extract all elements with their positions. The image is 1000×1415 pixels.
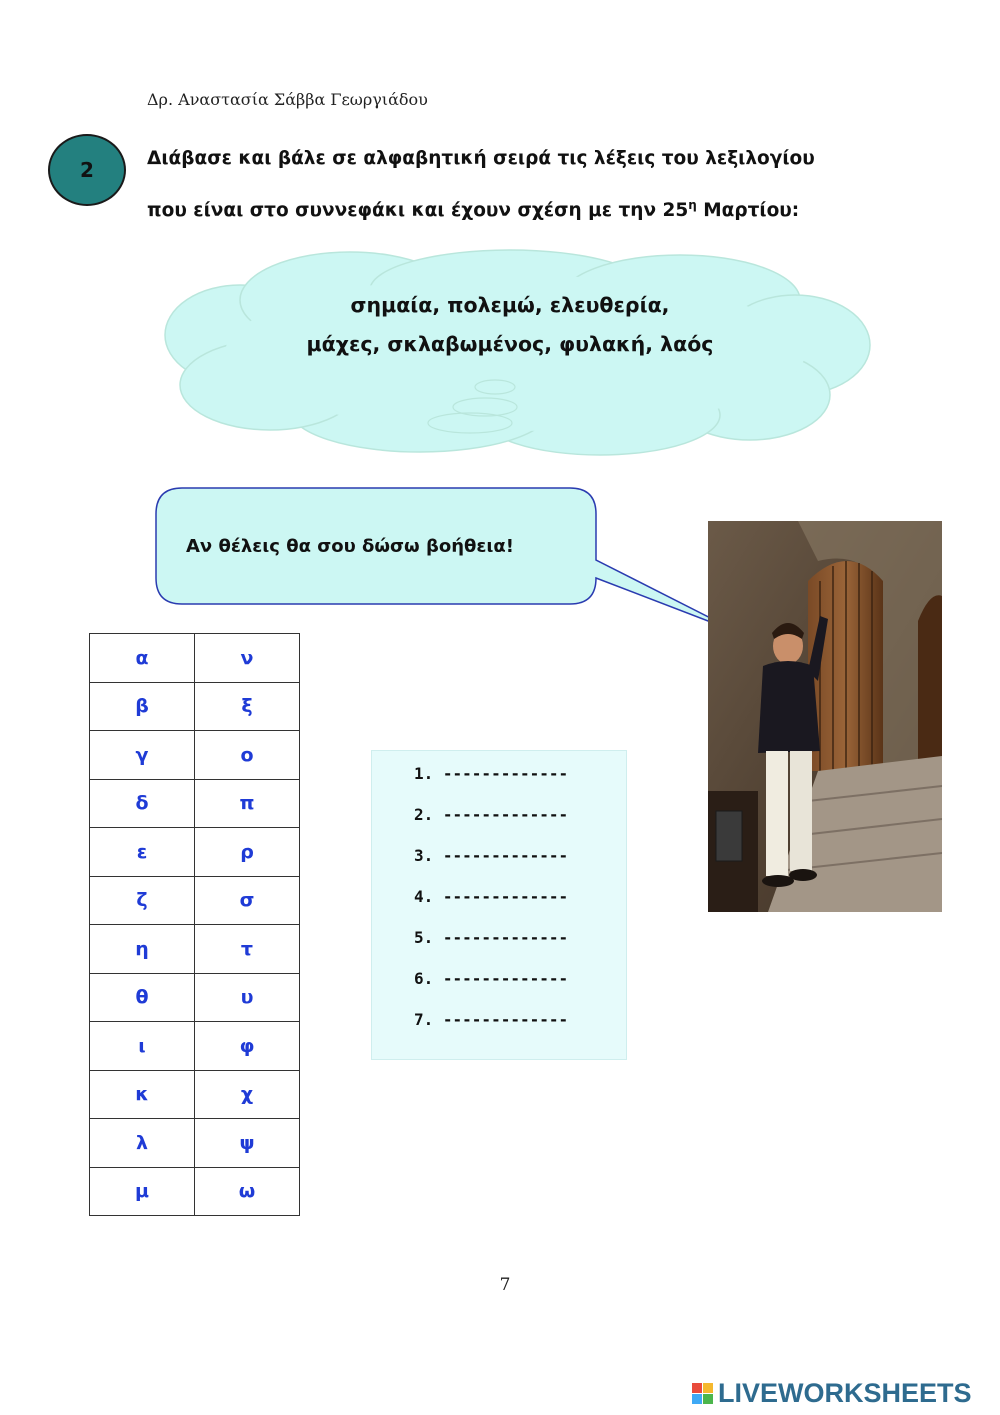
liveworksheets-brand: LIVEWORKSHEETS [718,1378,972,1408]
cloud-words-line-2: μάχες, σκλαβωμένος, φυλακή, λαός [306,332,714,356]
alphabet-letter: ξ [195,682,300,731]
author-name: Δρ. Αναστασία Σάββα Γεωργιάδου [147,90,428,109]
instruction-line-2-prefix: που είναι στο συννεφάκι και έχουν σχέση με την 25 [147,200,689,222]
alphabet-letter: τ [195,925,300,974]
alphabet-letter: ρ [195,828,300,877]
alphabet-letter: ε [90,828,195,877]
alphabet-row [90,779,300,828]
alphabet-letter: θ [90,973,195,1022]
alphabet-letter: ψ [195,1119,300,1168]
alphabet-letter: β [90,682,195,731]
alphabet-table [89,633,300,1216]
answer-box [371,750,627,1060]
exercise-number: 2 [80,158,94,182]
alphabet-row [90,925,300,974]
alphabet-row [90,1119,300,1168]
alphabet-row [90,1167,300,1216]
alphabet-row [90,828,300,877]
alphabet-row [90,1070,300,1119]
alphabet-letter: δ [90,779,195,828]
speech-bubble-text: Αν θέλεις θα σου δώσω βοήθεια! [186,536,514,557]
liveworksheets-logo[interactable] [692,1378,972,1409]
answer-line-7[interactable]: 7. ------------- [414,1010,569,1029]
alphabet-letter: φ [195,1022,300,1071]
speech-bubble [150,482,750,642]
alphabet-row [90,1022,300,1071]
alphabet-row [90,682,300,731]
instruction-line-1: Διάβασε και βάλε σε αλφαβητική σειρά τις λέξεις του λεξιλογίου [147,148,815,169]
answer-line-1[interactable]: 1. ------------- [414,764,569,783]
boy-at-door-photo [708,521,942,912]
alphabet-letter: ν [195,634,300,683]
alphabet-letter: σ [195,876,300,925]
exercise-number-badge [48,134,126,206]
instruction-line-2-suffix: Μαρτίου: [696,200,800,222]
alphabet-letter: ω [195,1167,300,1216]
alphabet-letter: χ [195,1070,300,1119]
alphabet-letter: γ [90,731,195,780]
answer-line-2[interactable]: 2. ------------- [414,805,569,824]
alphabet-letter: ι [90,1022,195,1071]
alphabet-row [90,876,300,925]
alphabet-row [90,731,300,780]
alphabet-letter: π [195,779,300,828]
alphabet-letter: ζ [90,876,195,925]
page-number: 7 [499,1275,511,1295]
instruction-line-2 [147,198,799,221]
answer-line-3[interactable]: 3. ------------- [414,846,569,865]
liveworksheets-mark-icon [692,1383,714,1405]
answer-line-6[interactable]: 6. ------------- [414,969,569,988]
answer-line-4[interactable]: 4. ------------- [414,887,569,906]
alphabet-letter: κ [90,1070,195,1119]
alphabet-letter: ο [195,731,300,780]
alphabet-letter: λ [90,1119,195,1168]
alphabet-row [90,634,300,683]
cloud-words-line-1: σημαία, πολεμώ, ελευθερία, [350,293,670,317]
answer-line-5[interactable]: 5. ------------- [414,928,569,947]
alphabet-row [90,973,300,1022]
alphabet-letter: μ [90,1167,195,1216]
instruction-superscript: η [688,198,697,212]
alphabet-letter: υ [195,973,300,1022]
alphabet-letter: α [90,634,195,683]
alphabet-letter: η [90,925,195,974]
